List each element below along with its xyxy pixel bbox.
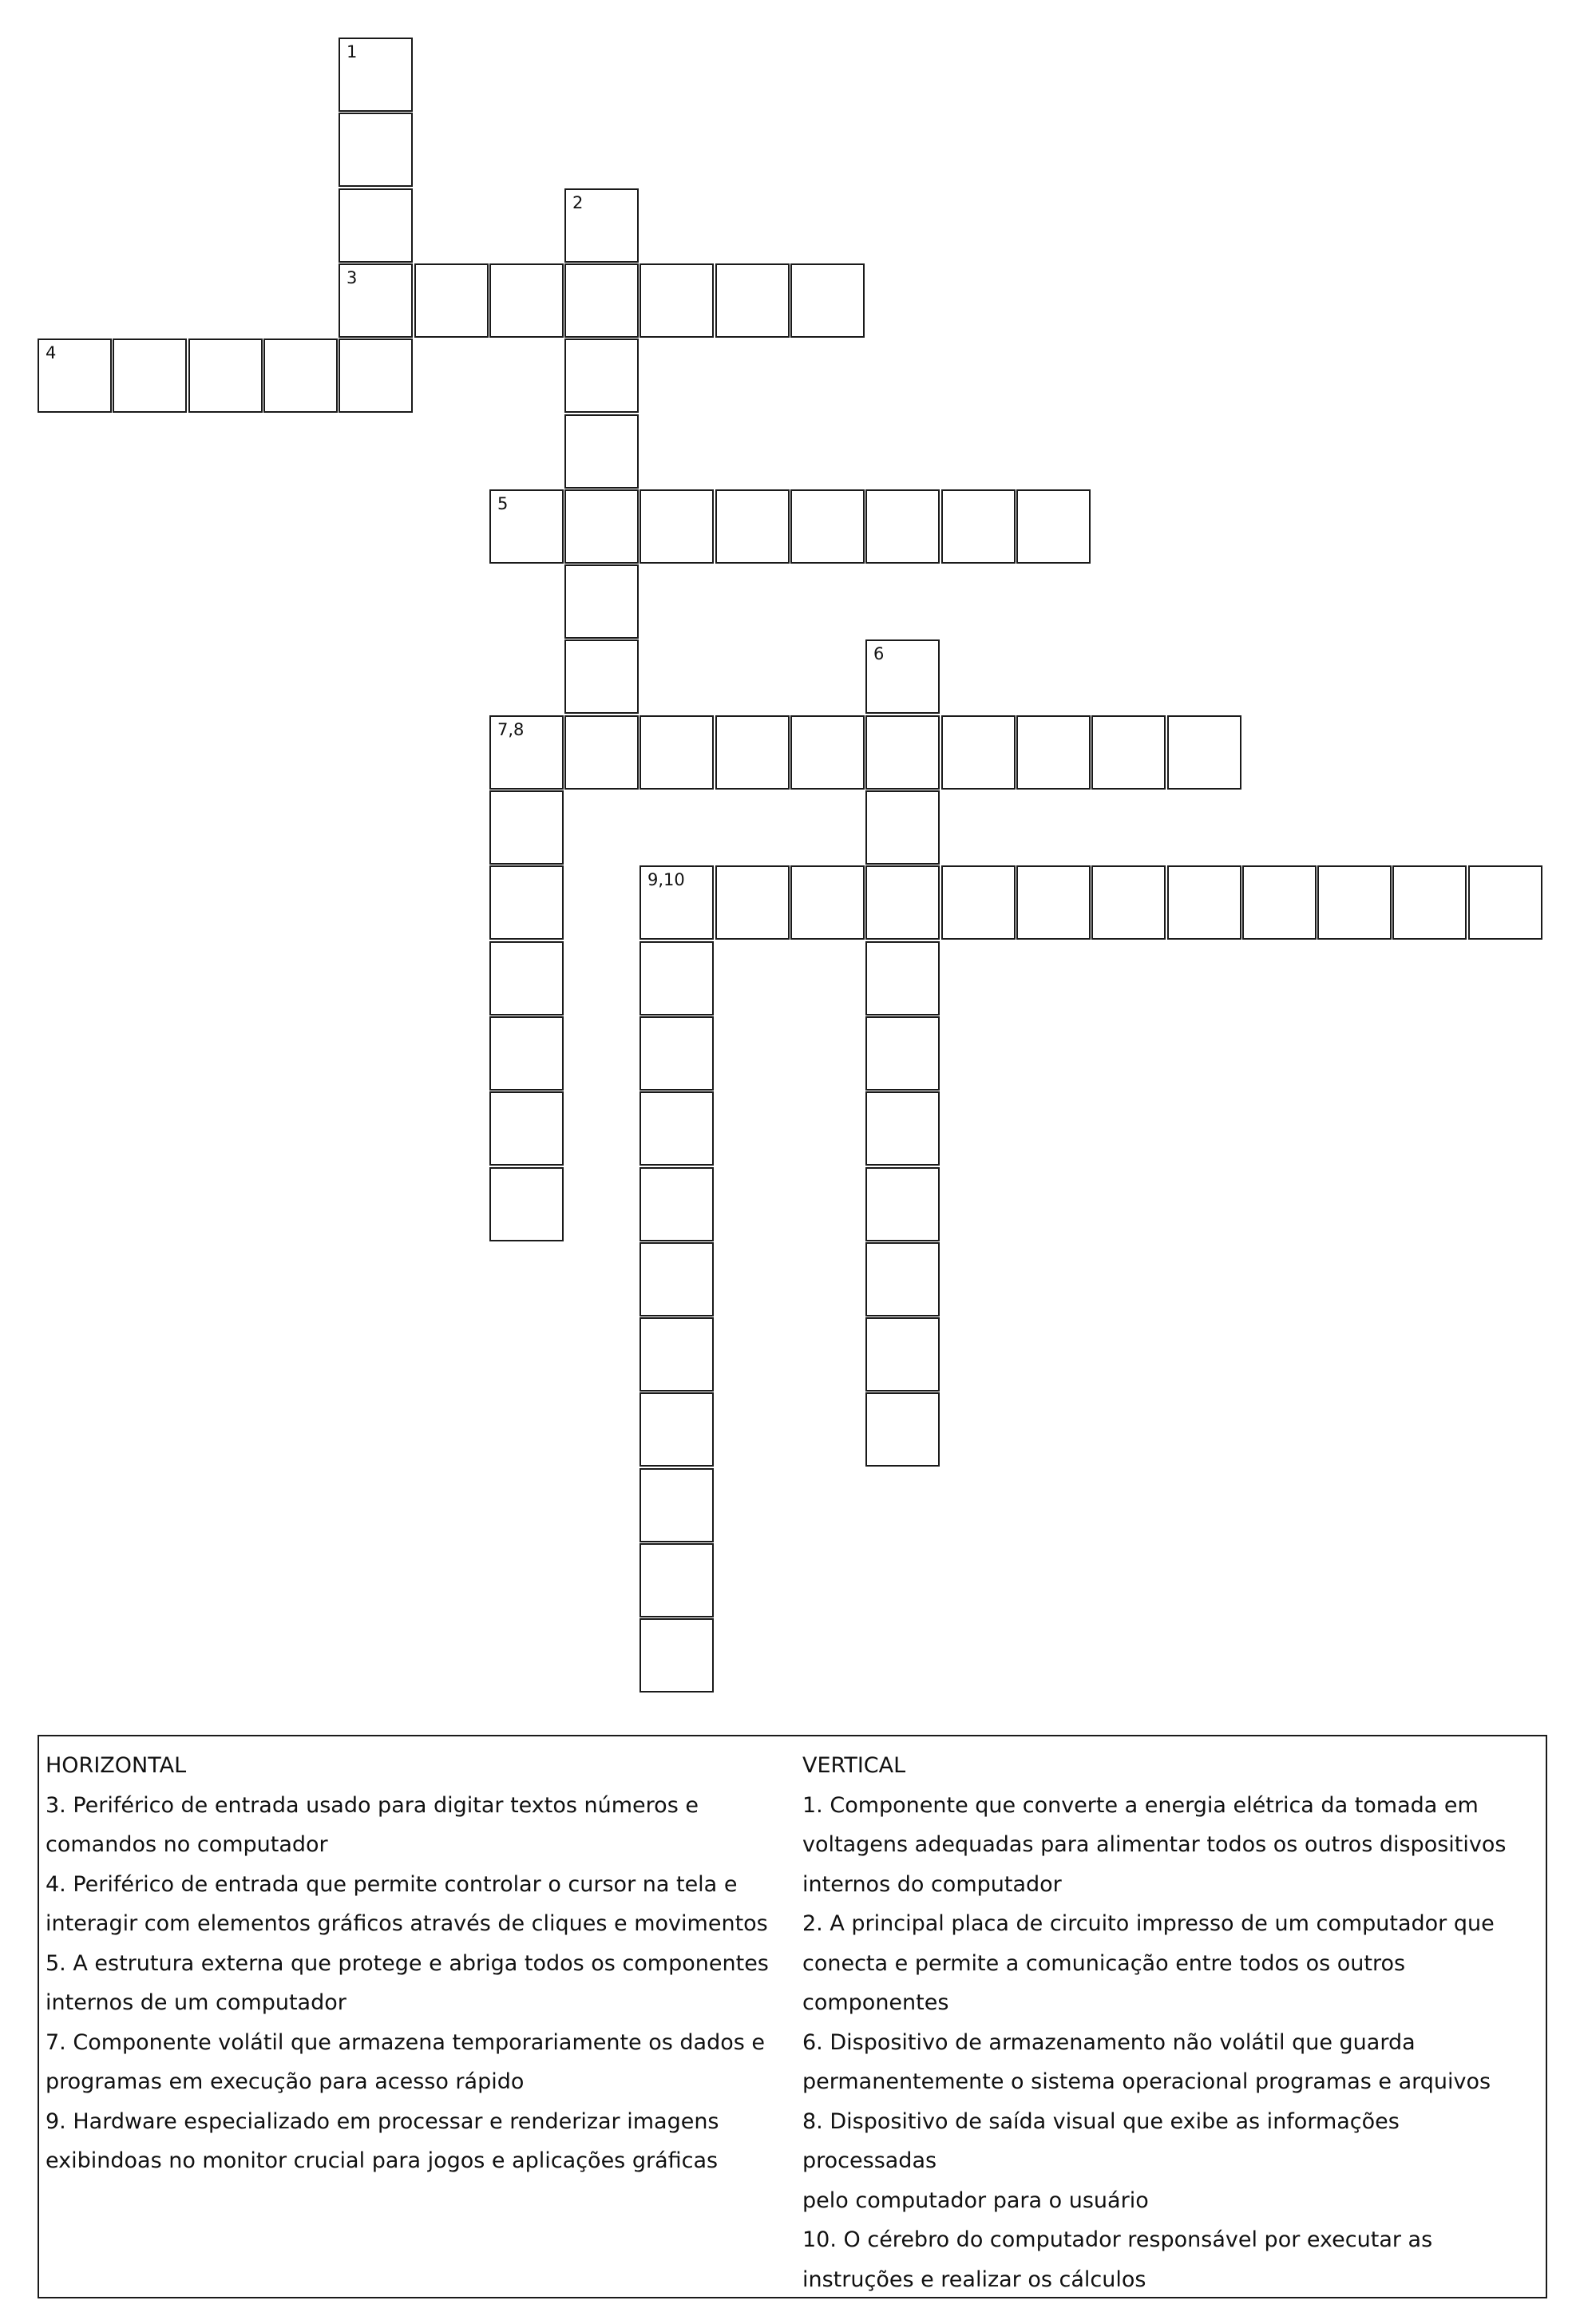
crossword-cell[interactable] xyxy=(790,865,865,940)
crossword-cell[interactable] xyxy=(640,1468,714,1542)
horizontal-clue-line: internos de um computador xyxy=(46,1990,346,2015)
crossword-cell[interactable] xyxy=(640,489,714,564)
crossword-cell[interactable] xyxy=(941,715,1016,790)
crossword-cell[interactable] xyxy=(1016,489,1091,564)
vertical-clue-line: instruções e realizar os cálculos xyxy=(802,2267,1146,2292)
crossword-cell[interactable] xyxy=(1167,715,1241,790)
crossword-cell[interactable] xyxy=(715,263,790,338)
horizontal-clue-line: 5. A estrutura externa que protege e abriga todos os componentes xyxy=(46,1950,769,1976)
crossword-cell[interactable] xyxy=(339,188,413,263)
crossword-cell[interactable] xyxy=(489,1091,564,1166)
crossword-cell[interactable] xyxy=(865,639,940,714)
vertical-clue-line: 2. A principal placa de circuito impresso de um computador que xyxy=(802,1911,1495,1936)
crossword-cell[interactable] xyxy=(339,113,413,187)
crossword-cell[interactable] xyxy=(640,1317,714,1392)
vertical-clue-line: voltagens adequadas para alimentar todos os outros dispositivos xyxy=(802,1832,1507,1857)
crossword-cell[interactable] xyxy=(640,1167,714,1241)
horizontal-heading: HORIZONTAL xyxy=(46,1753,187,1778)
crossword-cell[interactable] xyxy=(489,715,564,790)
crossword-cell[interactable] xyxy=(339,38,413,112)
crossword-cell[interactable] xyxy=(489,790,564,865)
clue-number: 1 xyxy=(346,42,358,61)
clue-number: 6 xyxy=(873,644,885,663)
crossword-cell[interactable] xyxy=(263,339,338,413)
crossword-cell[interactable] xyxy=(489,1016,564,1091)
crossword-cell[interactable] xyxy=(640,1618,714,1693)
vertical-clue-line: componentes xyxy=(802,1990,949,2015)
crossword-cell[interactable] xyxy=(414,263,489,338)
vertical-clue-line: 8. Dispositivo de saída visual que exibe as informações processadas xyxy=(802,2108,1400,2173)
crossword-cell[interactable] xyxy=(1016,715,1091,790)
crossword-cell[interactable] xyxy=(865,865,940,940)
crossword-cell[interactable] xyxy=(790,489,865,564)
crossword-cell[interactable] xyxy=(640,1543,714,1617)
crossword-cell[interactable] xyxy=(564,564,639,639)
crossword-cell[interactable] xyxy=(865,1392,940,1467)
vertical-clue-line: pelo computador para o usuário xyxy=(802,2187,1149,2213)
crossword-cell[interactable] xyxy=(715,865,790,940)
crossword-cell[interactable] xyxy=(640,263,714,338)
crossword-cell[interactable] xyxy=(865,1317,940,1392)
clue-number: 5 xyxy=(497,494,509,513)
crossword-cell[interactable] xyxy=(38,339,112,413)
crossword-cell[interactable] xyxy=(790,263,865,338)
crossword-cell[interactable] xyxy=(640,1392,714,1467)
crossword-cell[interactable] xyxy=(564,414,639,489)
crossword-cell[interactable] xyxy=(1242,865,1317,940)
clue-number: 4 xyxy=(46,343,57,362)
crossword-cell[interactable] xyxy=(1392,865,1467,940)
crossword-cell[interactable] xyxy=(865,1016,940,1091)
crossword-cell[interactable] xyxy=(564,489,639,564)
crossword-cell[interactable] xyxy=(489,489,564,564)
crossword-cell[interactable] xyxy=(1091,865,1166,940)
crossword-cell[interactable] xyxy=(640,865,714,940)
vertical-clue-line: 10. O cérebro do computador responsável por executar as xyxy=(802,2227,1433,2252)
crossword-cell[interactable] xyxy=(564,188,639,263)
horizontal-clues xyxy=(46,1746,796,2181)
crossword-cell[interactable] xyxy=(865,1242,940,1316)
crossword-cell[interactable] xyxy=(715,489,790,564)
vertical-clues xyxy=(802,1746,1537,2299)
vertical-clue-line: permanentemente o sistema operacional programas e arquivos xyxy=(802,2069,1491,2094)
horizontal-clue-line: 7. Componente volátil que armazena temporariamente os dados e xyxy=(46,2029,766,2055)
clues-box xyxy=(38,1735,1547,2298)
vertical-clue-line: internos do computador xyxy=(802,1871,1062,1897)
vertical-clue-line: 6. Dispositivo de armazenamento não volátil que guarda xyxy=(802,2029,1416,2055)
crossword-cell[interactable] xyxy=(865,1091,940,1166)
crossword-cell[interactable] xyxy=(941,489,1016,564)
crossword-cell[interactable] xyxy=(489,263,564,338)
crossword-cell[interactable] xyxy=(564,715,639,790)
vertical-heading: VERTICAL xyxy=(802,1753,906,1778)
horizontal-clue-line: interagir com elementos gráficos através de cliques e movimentos xyxy=(46,1911,768,1936)
crossword-cell[interactable] xyxy=(941,865,1016,940)
crossword-cell[interactable] xyxy=(489,865,564,940)
crossword-cell[interactable] xyxy=(489,1167,564,1241)
vertical-clue-line: 1. Componente que converte a energia elétrica da tomada em xyxy=(802,1792,1479,1818)
crossword-cell[interactable] xyxy=(640,1242,714,1316)
horizontal-clue-line: 3. Periférico de entrada usado para digitar textos números e xyxy=(46,1792,699,1818)
crossword-cell[interactable] xyxy=(564,639,639,714)
crossword-cell[interactable] xyxy=(1167,865,1241,940)
vertical-clue-line: conecta e permite a comunicação entre todos os outros xyxy=(802,1950,1406,1976)
crossword-cell[interactable] xyxy=(113,339,187,413)
horizontal-clue-line: exibindoas no monitor crucial para jogos e aplicações gráficas xyxy=(46,2148,719,2173)
horizontal-clue-line: 4. Periférico de entrada que permite controlar o cursor na tela e xyxy=(46,1871,738,1897)
horizontal-clue-line: comandos no computador xyxy=(46,1832,328,1857)
crossword-cell[interactable] xyxy=(865,715,940,790)
crossword-cell[interactable] xyxy=(865,489,940,564)
horizontal-clue-line: programas em execução para acesso rápido xyxy=(46,2069,525,2094)
clue-number: 3 xyxy=(346,268,358,287)
crossword-cell[interactable] xyxy=(790,715,865,790)
crossword-cell[interactable] xyxy=(1317,865,1392,940)
crossword-cell[interactable] xyxy=(865,941,940,1016)
crossword-cell[interactable] xyxy=(640,941,714,1016)
crossword-cell[interactable] xyxy=(865,1167,940,1241)
clue-number: 2 xyxy=(572,193,584,212)
horizontal-clue-line: 9. Hardware especializado em processar e renderizar imagens xyxy=(46,2108,719,2134)
crossword-cell[interactable] xyxy=(865,790,940,865)
crossword-cell[interactable] xyxy=(640,1016,714,1091)
crossword-cell[interactable] xyxy=(564,339,639,413)
crossword-cell[interactable] xyxy=(640,715,714,790)
clue-number: 9,10 xyxy=(647,870,685,889)
crossword-cell[interactable] xyxy=(339,339,413,413)
crossword-cell[interactable] xyxy=(1468,865,1542,940)
crossword-cell[interactable] xyxy=(640,1091,714,1166)
crossword-cell[interactable] xyxy=(564,263,639,338)
clue-number: 7,8 xyxy=(497,720,525,739)
crossword-cell[interactable] xyxy=(188,339,263,413)
crossword-cell[interactable] xyxy=(1091,715,1166,790)
crossword-cell[interactable] xyxy=(339,263,413,338)
crossword-cell[interactable] xyxy=(715,715,790,790)
crossword-cell[interactable] xyxy=(1016,865,1091,940)
crossword-cell[interactable] xyxy=(489,941,564,1016)
